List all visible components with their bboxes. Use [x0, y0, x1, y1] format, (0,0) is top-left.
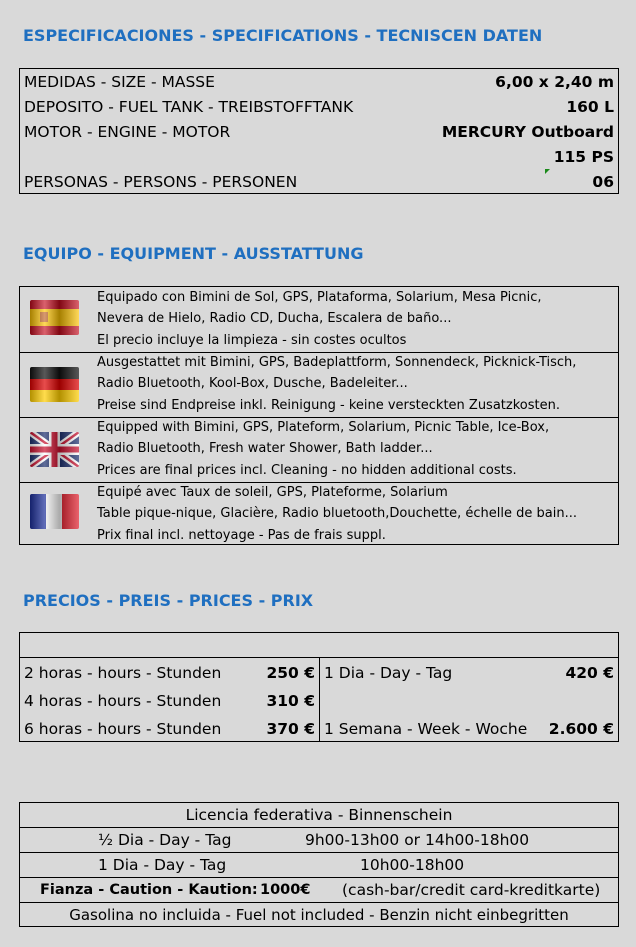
- equipment-line: Equipped with Bimini, GPS, Plateform, Solarium, Picnic Table, Ice-Box,: [97, 420, 550, 435]
- half-day-row: [20, 828, 618, 853]
- equipment-line: Nevera de Hielo, Radio CD, Ducha, Escalera de baño...: [97, 311, 452, 327]
- equipment-line: Radio Bluetooth, Kool-Box, Dusche, Badeleiter...: [97, 376, 408, 392]
- equipment-heading: EQUIPO - EQUIPMENT - AUSSTATTUNG: [23, 244, 364, 263]
- day-label: 1 Dia - Day - Tag: [98, 856, 227, 874]
- spec-label: PERSONAS - PERSONS - PERSONEN: [24, 173, 298, 191]
- equipment-line: Radio Bluetooth, Fresh water Shower, Bath ladder...: [97, 441, 433, 457]
- equipment-row-en: [20, 417, 618, 483]
- deposit-value: 1000€: [260, 882, 311, 898]
- france-flag-icon: [30, 494, 79, 529]
- equipment-line: Table pique-nique, Glacière, Radio bluetooth,Douchette, échelle de bain...: [97, 506, 577, 522]
- spec-row-engine: [24, 120, 614, 145]
- specs-table: [19, 68, 619, 194]
- equipment-text: [97, 352, 576, 416]
- equipment-row-es: [20, 287, 618, 353]
- equipment-table: [19, 286, 619, 545]
- specs-heading: ESPECIFICACIONES - SPECIFICATIONS - TECNISCEN DATEN: [23, 26, 543, 45]
- equipment-row-fr: [20, 482, 618, 546]
- price-value: 420 €: [565, 664, 614, 682]
- germany-flag-icon: [30, 367, 79, 402]
- spec-value: MERCURY Outboard: [441, 123, 614, 141]
- deposit-label: Fianza - Caution - Kaution:: [40, 882, 258, 898]
- licence-title: Licencia federativa - Binnenschein: [20, 803, 618, 828]
- equipment-row-de: [20, 352, 618, 418]
- half-day-label: ½ Dia - Day - Tag: [98, 831, 232, 849]
- spain-flag-icon: [30, 300, 79, 335]
- equipment-text: [97, 417, 549, 481]
- equipment-line: El precio incluye la limpieza - sin costes ocultos: [97, 332, 407, 348]
- equipment-line: Ausgestattet mit Bimini, GPS, Badeplattform, Sonnendeck, Picknick-Tisch,: [97, 355, 577, 370]
- price-label: 1 Dia - Day - Tag: [324, 664, 453, 682]
- deposit-note: (cash-bar/credit card-kreditkarte): [342, 881, 601, 899]
- equipment-line: Equipado con Bimini de Sol, GPS, Plataforma, Solarium, Mesa Picnic,: [97, 290, 542, 305]
- cell-comment-marker-icon: [545, 169, 550, 174]
- equipment-text: [97, 287, 542, 351]
- price-label: 2 horas - hours - Stunden: [24, 664, 222, 682]
- spec-value: 6,00 x 2,40 m: [495, 73, 614, 91]
- equipment-line: Prices are final prices incl. Cleaning - no hidden additional costs.: [97, 462, 517, 478]
- spec-row-fuel-tank: [24, 95, 614, 120]
- half-day-time: 9h00-13h00 or 14h00-18h00: [305, 831, 530, 849]
- prices-table: [19, 632, 619, 742]
- spec-value: 06: [592, 173, 614, 191]
- equipment-line: Equipé avec Taux de soleil, GPS, Plateforme, Solarium: [97, 485, 448, 500]
- spec-value: 160 L: [566, 98, 614, 116]
- spec-label: MOTOR - ENGINE - MOTOR: [24, 123, 231, 141]
- price-value: 250 €: [266, 664, 315, 682]
- price-label: 6 horas - hours - Stunden: [24, 720, 222, 738]
- spec-row-power: [24, 145, 614, 170]
- prices-column-divider: [319, 657, 320, 741]
- price-label: 1 Semana - Week - Woche: [324, 720, 528, 738]
- equipment-line: Preise sind Endpreise inkl. Reinigung - keine versteckten Zusatzkosten.: [97, 397, 560, 413]
- spec-value: 115 PS: [553, 148, 614, 166]
- spec-label: DEPOSITO - FUEL TANK - TREIBSTOFFTANK: [24, 98, 354, 116]
- day-row: [20, 853, 618, 878]
- day-time: 10h00-18h00: [360, 856, 465, 874]
- equipment-text: [97, 482, 577, 546]
- price-value: 370 €: [266, 720, 315, 738]
- spec-label: MEDIDAS - SIZE - MASSE: [24, 73, 215, 91]
- equipment-line: Prix final incl. nettoyage - Pas de frais suppl.: [97, 527, 386, 543]
- price-value: 310 €: [266, 692, 315, 710]
- price-label: 4 horas - hours - Stunden: [24, 692, 222, 710]
- deposit-row: [20, 878, 618, 903]
- price-value: 2.600 €: [548, 720, 614, 738]
- fuel-note: Gasolina no incluida - Fuel not included - Benzin nicht einbegritten: [69, 906, 569, 924]
- spec-row-persons: [24, 170, 614, 195]
- uk-flag-icon: [30, 432, 79, 467]
- prices-heading: PRECIOS - PREIS - PRICES - PRIX: [23, 591, 314, 610]
- licence-table: [19, 802, 619, 927]
- spec-row-size: [24, 70, 614, 95]
